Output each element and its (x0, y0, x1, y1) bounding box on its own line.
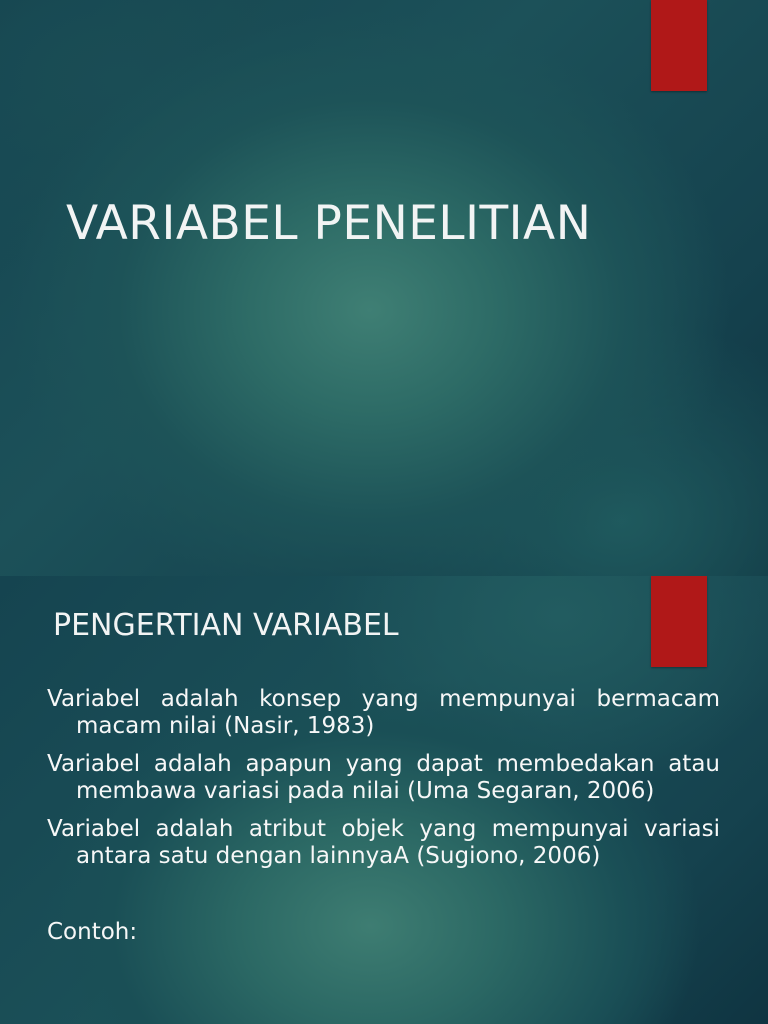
example-label: Contoh: (47, 919, 138, 945)
content-slide (0, 576, 768, 1024)
slide-heading: PENGERTIAN VARIABEL (53, 608, 399, 643)
slide-title: VARIABEL PENELITIAN (66, 196, 592, 251)
accent-bar (651, 0, 707, 91)
definition-item: Variabel adalah apapun yang dapat membedakan atau membawa variasi pada nilai (Uma Segaran, 2006) (47, 751, 720, 804)
definition-item: Variabel adalah atribut objek yang mempunyai variasi antara satu dengan lainnyaA (Sugiono, 2006) (47, 816, 720, 869)
accent-bar (651, 576, 707, 667)
slide-body (47, 686, 720, 946)
definition-item: Variabel adalah konsep yang mempunyai bermacam macam nilai (Nasir, 1983) (47, 686, 720, 739)
